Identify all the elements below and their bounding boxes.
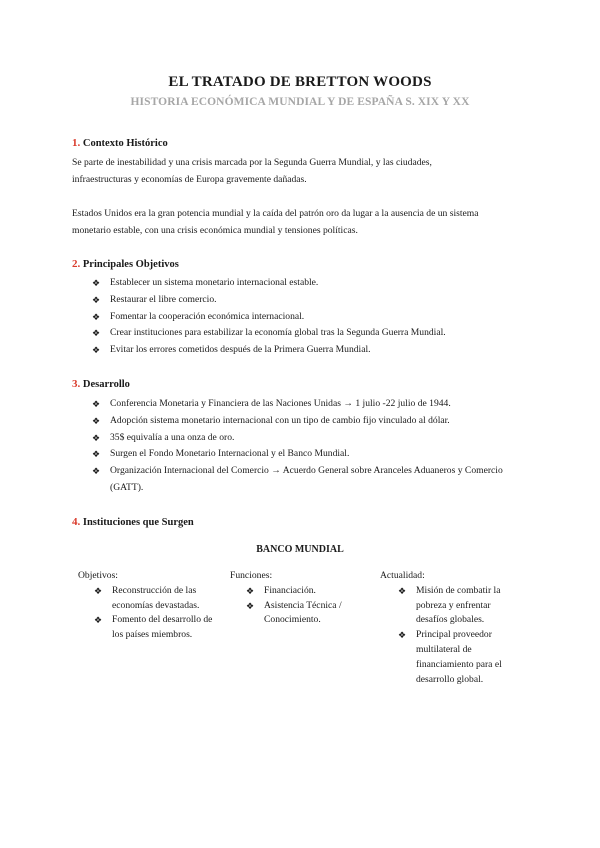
document-subtitle: HISTORIA ECONÓMICA MUNDIAL Y DE ESPAÑA S. XIX Y XX (130, 96, 470, 108)
paragraph: Se parte de inestabilidad y una crisis marcada por la Segunda Guerra Mundial, y las ciudades, infraestructuras y economías de Europa gravemente dañadas. (72, 157, 432, 185)
development-list (92, 396, 512, 497)
diamond-bullet-icon: ❖ (92, 345, 101, 356)
diamond-bullet-icon: ❖ (398, 585, 407, 596)
list-item (92, 430, 512, 447)
diamond-bullet-icon: ❖ (92, 432, 101, 443)
list-item (92, 413, 512, 430)
document-title: EL TRATADO DE BRETTON WOODS (168, 74, 432, 90)
list-item-text: Evitar los errores cometidos después de la Primera Guerra Mundial. (110, 344, 371, 356)
column-funciones (230, 569, 365, 628)
diamond-bullet-icon: ❖ (92, 294, 101, 305)
diamond-bullet-icon: ❖ (92, 328, 101, 339)
column-actualidad (380, 569, 515, 687)
list-item-text: Establecer un sistema monetario internacional estable. (110, 277, 319, 288)
list-item (92, 342, 522, 359)
column-objetivos (78, 569, 218, 643)
section-heading-desarrollo (72, 378, 130, 390)
list-item (94, 613, 224, 643)
diamond-bullet-icon: ❖ (92, 278, 101, 288)
section-heading-objetivos (72, 258, 179, 270)
diamond-bullet-icon: ❖ (92, 399, 101, 409)
list-item (92, 325, 522, 342)
institution-title: BANCO MUNDIAL (256, 544, 344, 555)
section-heading-contexto (72, 137, 168, 149)
section-title: Principales Objetivos (82, 259, 179, 270)
list-item-text: Financiación. (264, 584, 316, 596)
section-title: Contexto Histórico (82, 138, 168, 149)
section-number: 1. (72, 137, 81, 149)
list-item-text: Fomento del desarrollo de los países miembros. (112, 614, 213, 641)
column-label: Actualidad: (380, 570, 425, 581)
list-item-text: Restaurar el libre comercio. (110, 293, 217, 305)
list-item-text: Asistencia Técnica / Conocimiento. (264, 599, 342, 626)
diamond-bullet-icon: ❖ (246, 585, 255, 596)
list-item-text: Reconstrucción de las economías devastadas. (112, 584, 200, 611)
section-title: Instituciones que Surgen (82, 517, 194, 528)
objectives-list (92, 275, 522, 359)
list-item-text: Principal proveedor multilateral de financiamiento para el desarrollo global. (416, 629, 502, 685)
list-item (92, 446, 512, 463)
diamond-bullet-icon: ❖ (398, 630, 407, 641)
list-item-text: Misión de combatir la pobreza y enfrentar desafíos globales. (416, 584, 501, 626)
diamond-bullet-icon: ❖ (92, 449, 101, 460)
section-number: 3. (72, 378, 81, 390)
list-item (92, 292, 522, 309)
column-label: Objetivos: (78, 570, 118, 581)
list-item (92, 309, 522, 326)
list-item (398, 584, 516, 628)
list-item (92, 275, 522, 292)
list-item-text: Organización Internacional del Comercio → Acuerdo General sobre Aranceles Aduaneros y Comercio (GATT). (110, 465, 503, 493)
diamond-bullet-icon: ❖ (246, 600, 255, 611)
list-item-text: Adopción sistema monetario internacional con un tipo de cambio fijo vinculado al dólar. (110, 414, 450, 426)
list-item-text: 35$ equivalía a una onza de oro. (110, 431, 235, 443)
diamond-bullet-icon: ❖ (92, 415, 101, 426)
list-item-text: Crear instituciones para estabilizar la economía global tras la Segunda Guerra Mundial. (110, 327, 446, 339)
diamond-bullet-icon: ❖ (94, 615, 103, 626)
column-label: Funciones: (230, 570, 273, 581)
section-number: 4. (72, 516, 81, 528)
list-item (92, 463, 512, 497)
section-heading-instituciones (72, 516, 194, 528)
diamond-bullet-icon: ❖ (94, 585, 103, 596)
list-item-text: Conferencia Monetaria y Financiera de las Naciones Unidas → 1 julio -22 julio de 1944. (110, 398, 451, 409)
list-item (94, 584, 224, 614)
diamond-bullet-icon: ❖ (92, 311, 101, 322)
diamond-bullet-icon: ❖ (92, 466, 101, 477)
list-item-text: Fomentar la cooperación económica internacional. (110, 310, 305, 322)
section-number: 2. (72, 258, 81, 270)
section-title: Desarrollo (82, 379, 130, 390)
list-item (246, 584, 364, 599)
paragraph: Estados Unidos era la gran potencia mundial y la caída del patrón oro da lugar a la ausencia de un sistema monetario estable, con una crisis económica mundial y tensiones políticas. (72, 208, 479, 236)
list-item (92, 396, 512, 413)
list-item (398, 628, 516, 687)
list-item-text: Surgen el Fondo Monetario Internacional y el Banco Mundial. (110, 448, 350, 460)
list-item (246, 599, 364, 629)
